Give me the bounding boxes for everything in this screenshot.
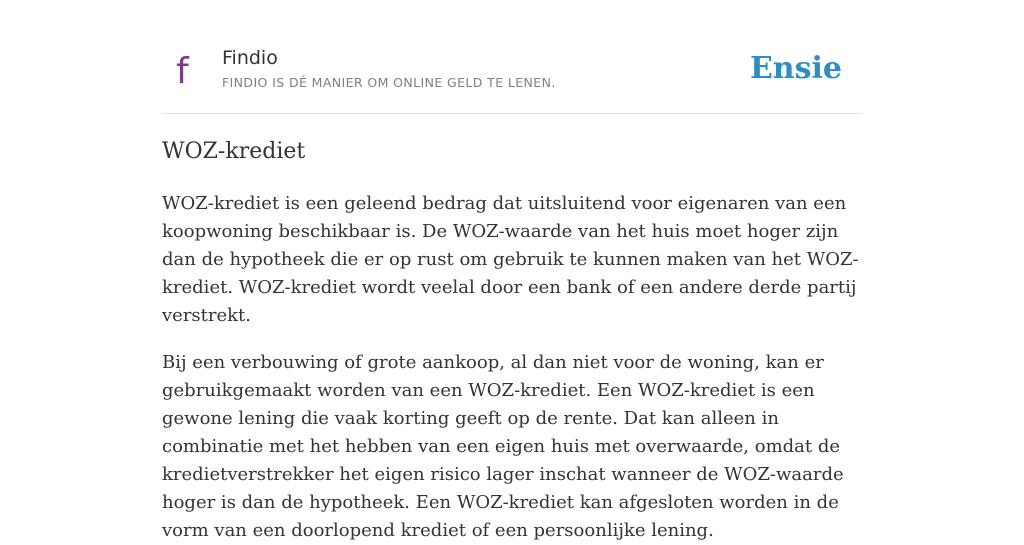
ensie-logo-link[interactable]: Ensie: [749, 51, 842, 86]
brand-name-link[interactable]: Findio: [222, 47, 278, 69]
article-title: WOZ-krediet: [162, 139, 306, 164]
site-header: [162, 0, 862, 114]
article: [162, 136, 862, 545]
brand-tagline: FINDIO IS DÉ MANIER OM ONLINE GELD TE LENEN.: [222, 75, 556, 90]
findio-logo-icon[interactable]: f: [176, 51, 189, 92]
article-paragraph-1: WOZ-krediet is een geleend bedrag dat uitsluitend voor eigenaren van een koopwoning beschikbaar is. De WOZ-waarde van het huis moet hoger zijn dan de hypotheek die er op rust om gebruik te kunnen maken van het WOZ-krediet. WOZ-krediet wordt veelal door een bank of een andere derde partij verstrekt.: [162, 193, 859, 326]
article-paragraph-2: Bij een verbouwing of grote aankoop, al dan niet voor de woning, kan er gebruikgemaakt worden van een WOZ-krediet. Een WOZ-krediet is een gewone lening die vaak korting geeft op de rente. Dat kan alleen in combinatie met het hebben van een eigen huis met overwaarde, omdat de kredietverstrekker het eigen risico lager inschat wanneer de WOZ-waarde hoger is dan de hypotheek. Een WOZ-krediet kan afgesloten worden in de vorm van een doorlopend krediet of een persoonlijke lening.: [162, 352, 844, 541]
